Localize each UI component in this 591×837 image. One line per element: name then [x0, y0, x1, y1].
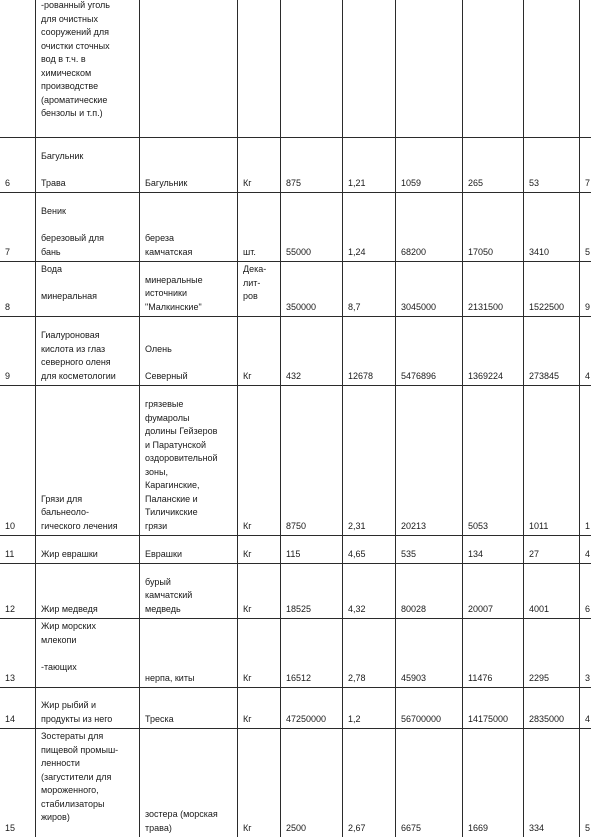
cell-line: ров	[243, 291, 258, 301]
table-row	[0, 193, 591, 262]
cell-line	[41, 277, 134, 291]
cell-line: камчатская	[145, 246, 193, 257]
cell-line: Жир еврашки	[41, 548, 98, 559]
source-cell	[140, 262, 238, 317]
value-cell: 2131500	[463, 262, 524, 317]
cell-line: жиров)	[41, 812, 70, 822]
row-number-cell: 13	[0, 619, 36, 688]
table-row	[0, 688, 591, 729]
table-row	[0, 564, 591, 619]
price-cell: 2,31	[343, 386, 396, 536]
cell-line: лит-	[243, 277, 261, 288]
item-name-cell	[36, 193, 140, 262]
value-cell: 2835000	[524, 688, 580, 729]
item-name-cell	[36, 262, 140, 317]
price-cell: 4,32	[343, 564, 396, 619]
value-cell: 20007	[463, 564, 524, 619]
table-row	[0, 729, 591, 837]
volume-cell: 350000	[281, 262, 343, 317]
value-cell: 9	[580, 262, 591, 317]
cell-line: грязи	[145, 520, 168, 531]
value-cell: 4	[580, 536, 591, 564]
value-cell: 265	[463, 138, 524, 193]
cell-line: "Малкинские"	[145, 301, 202, 312]
cell-line: Жир рыбий и	[41, 700, 97, 710]
value-cell: 1669	[463, 729, 524, 837]
value-cell: 134	[463, 536, 524, 564]
value-cell: 7	[580, 138, 591, 193]
cell-line: Зостераты для	[41, 731, 104, 741]
value-cell: 334	[524, 729, 580, 837]
volume-cell: 8750	[281, 386, 343, 536]
cell-line: Олень	[145, 343, 172, 354]
table-row	[0, 619, 591, 688]
source-cell	[140, 729, 238, 837]
item-name-cell	[36, 564, 140, 619]
value-cell	[524, 0, 580, 138]
cell-line: бензолы и т.п.)	[41, 108, 103, 118]
unit-cell: Кг	[238, 619, 281, 688]
volume-cell: 18525	[281, 564, 343, 619]
unit-cell: шт.	[238, 193, 281, 262]
value-cell: 4	[580, 688, 591, 729]
value-cell: 3410	[524, 193, 580, 262]
row-number-cell: 10	[0, 386, 36, 536]
volume-cell: 432	[281, 317, 343, 386]
cell-line	[145, 356, 232, 370]
cell-line	[41, 219, 134, 233]
cell-line: продукты из него	[41, 713, 113, 724]
price-cell: 1,21	[343, 138, 396, 193]
cell-line: фумаролы	[145, 412, 190, 423]
value-cell: 1	[580, 386, 591, 536]
cell-line: Жир морских	[41, 621, 97, 631]
cell-line: для очистных	[41, 13, 98, 24]
unit-cell: Кг	[238, 729, 281, 837]
price-cell: 4,65	[343, 536, 396, 564]
volume-cell: 115	[281, 536, 343, 564]
cell-line: ленности	[41, 758, 80, 768]
cell-line: минеральная	[41, 291, 97, 301]
source-cell	[140, 193, 238, 262]
value-cell	[580, 0, 591, 138]
item-name-cell	[36, 536, 140, 564]
item-name-cell	[36, 386, 140, 536]
cell-line: медведь	[145, 603, 181, 614]
cell-line: -рованный уголь	[41, 0, 110, 10]
row-number-cell: 9	[0, 317, 36, 386]
cell-line: пищевой промыш-	[41, 744, 119, 755]
value-cell: 5	[580, 729, 591, 837]
unit-cell: Кг	[238, 138, 281, 193]
row-number-cell: 8	[0, 262, 36, 317]
cell-line: и Паратунской	[145, 439, 207, 450]
cell-line: кислота из глаз	[41, 343, 106, 354]
cell-line: трава)	[145, 822, 172, 833]
source-cell	[140, 564, 238, 619]
item-name-cell	[36, 729, 140, 837]
unit-cell: Кг	[238, 536, 281, 564]
source-cell	[140, 0, 238, 138]
unit-cell: Кг	[238, 688, 281, 729]
cell-line: зоны,	[145, 466, 168, 477]
cell-line: бальнеоло-	[41, 507, 90, 517]
total-cell: 535	[396, 536, 463, 564]
cell-line: долины Гейзеров	[145, 426, 218, 436]
source-cell	[140, 688, 238, 729]
cell-line: производстве	[41, 81, 99, 91]
value-cell: 14175000	[463, 688, 524, 729]
cell-line: Паланские и	[145, 493, 198, 504]
cell-line	[41, 647, 134, 661]
volume-cell: 16512	[281, 619, 343, 688]
cell-line: источники	[145, 288, 188, 298]
cell-line: (ароматические	[41, 94, 108, 105]
cell-line	[41, 163, 134, 177]
volume-cell: 47250000	[281, 688, 343, 729]
cell-line: очистки сточных	[41, 40, 110, 51]
row-number-cell: 15	[0, 729, 36, 837]
unit-cell: Кг	[238, 317, 281, 386]
unit-cell: Кг	[238, 564, 281, 619]
row-number-cell: 6	[0, 138, 36, 193]
cell-line: мороженного,	[41, 785, 99, 795]
cell-line: Багульник	[145, 177, 188, 188]
volume-cell: 2500	[281, 729, 343, 837]
value-cell: 1369224	[463, 317, 524, 386]
cell-line: Вода	[41, 264, 63, 274]
price-cell: 8,7	[343, 262, 396, 317]
cell-line: Дека-	[243, 264, 267, 274]
row-number-cell: 7	[0, 193, 36, 262]
source-cell	[140, 619, 238, 688]
value-cell: 6	[580, 564, 591, 619]
total-cell: 5476896	[396, 317, 463, 386]
cell-line: (загустители для	[41, 771, 112, 782]
value-cell: 1522500	[524, 262, 580, 317]
row-number-cell: 12	[0, 564, 36, 619]
cell-line: Багульник	[41, 150, 84, 161]
total-cell: 80028	[396, 564, 463, 619]
total-cell	[396, 0, 463, 138]
cell-line: Треска	[145, 713, 174, 724]
cell-line: березовый для	[41, 233, 105, 243]
item-name-cell	[36, 317, 140, 386]
source-cell	[140, 138, 238, 193]
total-cell: 6675	[396, 729, 463, 837]
row-number-cell	[0, 0, 36, 138]
volume-cell	[281, 0, 343, 138]
value-cell: 17050	[463, 193, 524, 262]
value-cell: 5053	[463, 386, 524, 536]
value-cell: 3	[580, 619, 591, 688]
cell-line: стабилизаторы	[41, 798, 105, 809]
table-row	[0, 0, 591, 138]
total-cell: 68200	[396, 193, 463, 262]
cell-line: Грязи для	[41, 493, 83, 504]
item-name-cell	[36, 138, 140, 193]
cell-line: вод в т.ч. в	[41, 54, 86, 64]
source-cell	[140, 317, 238, 386]
cell-line: для косметологии	[41, 370, 116, 381]
table-row	[0, 138, 591, 193]
total-cell: 20213	[396, 386, 463, 536]
unit-cell: Кг	[238, 386, 281, 536]
cell-line: минеральные	[145, 274, 203, 285]
total-cell: 1059	[396, 138, 463, 193]
value-cell: 4001	[524, 564, 580, 619]
volume-cell: 875	[281, 138, 343, 193]
cell-line: Трава	[41, 177, 66, 188]
cell-line: Северный	[145, 370, 188, 381]
cell-line: Карагинские,	[145, 480, 200, 490]
table-row	[0, 536, 591, 564]
price-cell: 2,67	[343, 729, 396, 837]
cell-line: оздоровительной	[145, 453, 218, 463]
cell-line: химическом	[41, 67, 92, 78]
table-row	[0, 262, 591, 317]
total-cell: 3045000	[396, 262, 463, 317]
cell-line: млекопи	[41, 634, 77, 645]
item-name-cell	[36, 619, 140, 688]
total-cell: 45903	[396, 619, 463, 688]
price-cell: 2,78	[343, 619, 396, 688]
row-number-cell: 11	[0, 536, 36, 564]
table-row	[0, 317, 591, 386]
cell-line: гического лечения	[41, 520, 118, 531]
price-cell: 12678	[343, 317, 396, 386]
cell-line: Тиличикские	[145, 507, 198, 517]
value-cell: 11476	[463, 619, 524, 688]
cell-line: северного оленя	[41, 357, 111, 367]
item-name-cell	[36, 0, 140, 138]
cell-line: сооружений для	[41, 27, 110, 37]
item-name-cell	[36, 688, 140, 729]
cell-line: береза	[145, 233, 175, 243]
source-cell	[140, 386, 238, 536]
table-row	[0, 386, 591, 536]
cell-line: -тающих	[41, 661, 77, 672]
value-cell: 53	[524, 138, 580, 193]
cell-line: Веник	[41, 206, 66, 216]
cell-line: бань	[41, 246, 61, 257]
cell-line: нерпа, киты	[145, 672, 195, 683]
value-cell: 4	[580, 317, 591, 386]
cell-line: Гиалуроновая	[41, 330, 100, 340]
source-cell	[140, 536, 238, 564]
value-cell: 273845	[524, 317, 580, 386]
value-cell: 27	[524, 536, 580, 564]
value-cell: 5	[580, 193, 591, 262]
row-number-cell: 14	[0, 688, 36, 729]
price-cell: 1,24	[343, 193, 396, 262]
total-cell: 56700000	[396, 688, 463, 729]
cell-line: бурый	[145, 576, 171, 587]
value-cell: 2295	[524, 619, 580, 688]
volume-cell: 55000	[281, 193, 343, 262]
cell-line: грязевые	[145, 399, 184, 409]
unit-cell	[238, 262, 281, 317]
price-cell: 1,2	[343, 688, 396, 729]
unit-cell	[238, 0, 281, 138]
cell-line: зостера (морская	[145, 809, 218, 819]
value-cell: 1011	[524, 386, 580, 536]
value-cell	[463, 0, 524, 138]
cell-line: камчатский	[145, 590, 193, 600]
cell-line: Жир медведя	[41, 603, 98, 614]
price-cell	[343, 0, 396, 138]
cell-line: Еврашки	[145, 548, 182, 559]
